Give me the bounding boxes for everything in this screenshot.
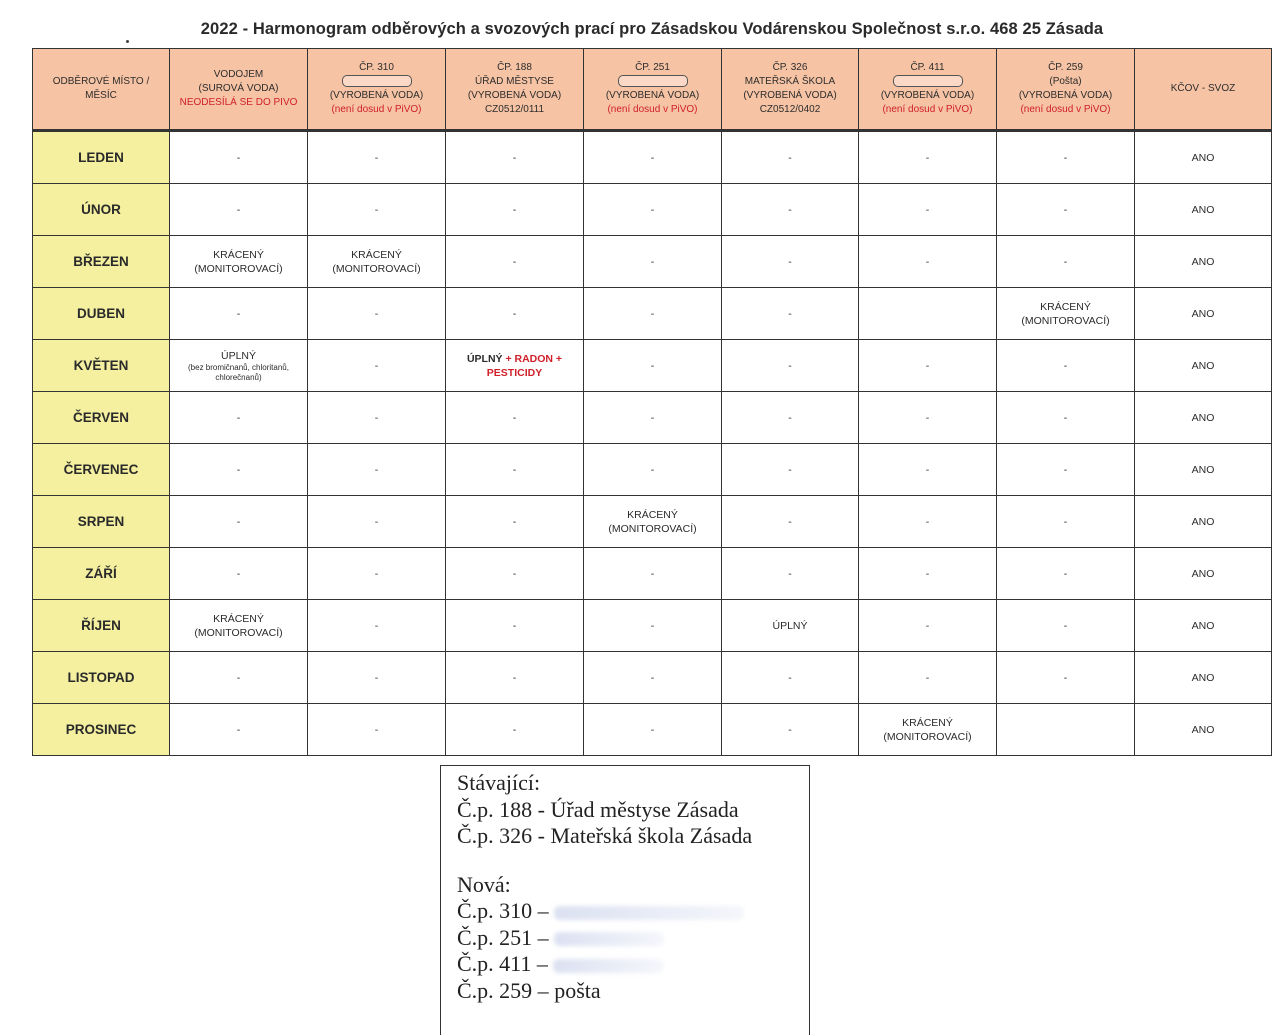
schedule-cell: ANO <box>1135 704 1272 756</box>
table-row <box>33 444 1272 496</box>
legend-box <box>440 765 810 1035</box>
schedule-cell: ANO <box>1135 600 1272 652</box>
table-row <box>33 392 1272 444</box>
schedule-cell: - <box>170 548 308 600</box>
month-cell: ZÁŘÍ <box>33 548 170 600</box>
schedule-cell: - <box>308 704 446 756</box>
schedule-cell: ÚPLNÝ (bez bromičnanů, chloritanů, chlorečnanů) <box>170 340 308 392</box>
schedule-cell: ANO <box>1135 392 1272 444</box>
schedule-cell: - <box>308 131 446 184</box>
schedule-cell: - <box>859 652 997 704</box>
header-row <box>33 49 1272 131</box>
schedule-cell: - <box>722 444 859 496</box>
table-row <box>33 496 1272 548</box>
document-title: 2022 - Harmonogram odběrových a svozových prací pro Zásadskou Vodárenskou Společnost s.r.o. 468 25 Zásada <box>200 20 1104 38</box>
column-header: VODOJEM (SUROVÁ VODA) NEODESÍLÁ SE DO PIVO <box>170 49 308 131</box>
column-header: KČOV - SVOZ <box>1135 49 1272 131</box>
schedule-cell: - <box>859 131 997 184</box>
schedule-cell: - <box>308 340 446 392</box>
legend-current-item: Č.p. 188 - Úřad městyse Zásada <box>457 796 739 822</box>
month-cell: PROSINEC <box>33 704 170 756</box>
schedule-cell <box>859 288 997 340</box>
column-header: ODBĚROVÉ MÍSTO / MĚSÍC <box>33 49 170 131</box>
schedule-cell: KRÁCENÝ (MONITOROVACÍ) <box>170 236 308 288</box>
schedule-cell: ANO <box>1135 652 1272 704</box>
column-header: ČP. 259 (Pošta) (VYROBENÁ VODA) (není dosud v PiVO) <box>997 49 1135 131</box>
schedule-cell: - <box>859 392 997 444</box>
schedule-cell: - <box>997 496 1135 548</box>
schedule-cell: ÚPLNÝ <box>722 600 859 652</box>
schedule-cell: - <box>446 496 584 548</box>
column-header: ČP. 251 (VYROBENÁ VODA) (není dosud v PiVO) <box>584 49 722 131</box>
schedule-cell: - <box>446 392 584 444</box>
table-row <box>33 288 1272 340</box>
schedule-table <box>32 48 1272 756</box>
redacted-name <box>554 932 664 946</box>
schedule-cell: - <box>584 131 722 184</box>
schedule-cell: - <box>170 652 308 704</box>
schedule-cell: - <box>859 184 997 236</box>
schedule-cell: ANO <box>1135 548 1272 600</box>
column-header: ČP. 310 (VYROBENÁ VODA) (není dosud v PiVO) <box>308 49 446 131</box>
month-cell: ČERVENEC <box>33 444 170 496</box>
schedule-cell <box>997 704 1135 756</box>
schedule-cell: - <box>308 600 446 652</box>
schedule-cell: - <box>584 704 722 756</box>
schedule-cell: ANO <box>1135 340 1272 392</box>
stray-dot <box>126 40 129 43</box>
schedule-cell: - <box>584 340 722 392</box>
table-row <box>33 600 1272 652</box>
schedule-cell: - <box>722 548 859 600</box>
month-cell: LEDEN <box>33 131 170 184</box>
column-header: ČP. 188 ÚŘAD MĚSTYSE (VYROBENÁ VODA) CZ0512/0111 <box>446 49 584 131</box>
schedule-cell: ANO <box>1135 236 1272 288</box>
legend-new-item: Č.p. 259 – pošta <box>457 977 601 1003</box>
schedule-cell: - <box>722 392 859 444</box>
redacted-name <box>893 75 963 87</box>
schedule-cell: - <box>170 496 308 548</box>
schedule-cell: - <box>584 600 722 652</box>
schedule-cell: - <box>722 652 859 704</box>
schedule-cell: - <box>170 131 308 184</box>
schedule-cell: ANO <box>1135 131 1272 184</box>
schedule-cell: KRÁCENÝ (MONITOROVACÍ) <box>584 496 722 548</box>
schedule-cell: - <box>859 496 997 548</box>
schedule-cell: - <box>308 548 446 600</box>
schedule-cell: - <box>170 288 308 340</box>
schedule-cell: - <box>722 131 859 184</box>
table-row <box>33 184 1272 236</box>
schedule-cell: ANO <box>1135 184 1272 236</box>
schedule-cell: - <box>997 236 1135 288</box>
schedule-cell: - <box>584 288 722 340</box>
column-header: ČP. 411 (VYROBENÁ VODA) (není dosud v PiVO) <box>859 49 997 131</box>
schedule-cell: - <box>997 600 1135 652</box>
schedule-cell: - <box>997 184 1135 236</box>
schedule-cell: - <box>446 548 584 600</box>
legend-new-item: Č.p. 251 – <box>457 925 809 952</box>
month-cell: SRPEN <box>33 496 170 548</box>
table-row <box>33 131 1272 184</box>
schedule-cell: - <box>859 548 997 600</box>
schedule-cell: KRÁCENÝ (MONITOROVACÍ) <box>170 600 308 652</box>
legend-new-heading: Nová: <box>457 871 511 897</box>
schedule-cell: ÚPLNÝ + RADON + PESTICIDY <box>446 340 584 392</box>
schedule-cell: - <box>722 704 859 756</box>
month-cell: KVĚTEN <box>33 340 170 392</box>
schedule-cell: - <box>859 340 997 392</box>
schedule-cell: - <box>584 236 722 288</box>
schedule-cell: - <box>446 236 584 288</box>
month-cell: BŘEZEN <box>33 236 170 288</box>
schedule-cell: - <box>170 392 308 444</box>
schedule-cell: - <box>859 444 997 496</box>
legend-current-heading: Stávající: <box>457 770 541 795</box>
month-cell: ÚNOR <box>33 184 170 236</box>
schedule-cell: - <box>584 652 722 704</box>
schedule-cell: - <box>170 704 308 756</box>
redacted-name <box>553 959 663 973</box>
schedule-cell: - <box>584 444 722 496</box>
schedule-cell: - <box>308 496 446 548</box>
schedule-cell: ANO <box>1135 496 1272 548</box>
schedule-cell: - <box>446 600 584 652</box>
schedule-cell: - <box>584 392 722 444</box>
schedule-cell: - <box>170 444 308 496</box>
schedule-cell: - <box>997 652 1135 704</box>
redacted-name <box>342 75 412 87</box>
schedule-cell: - <box>446 704 584 756</box>
schedule-cell: - <box>997 444 1135 496</box>
schedule-cell: - <box>859 600 997 652</box>
legend-current-item: Č.p. 326 - Mateřská škola Zásada <box>457 823 753 848</box>
table-row <box>33 340 1272 392</box>
table-row <box>33 652 1272 704</box>
table-row <box>33 236 1272 288</box>
schedule-cell: KRÁCENÝ (MONITOROVACÍ) <box>997 288 1135 340</box>
schedule-cell: - <box>584 184 722 236</box>
redacted-name <box>618 75 688 87</box>
month-cell: DUBEN <box>33 288 170 340</box>
redacted-name <box>554 906 744 920</box>
column-header: ČP. 326 MATEŘSKÁ ŠKOLA (VYROBENÁ VODA) CZ0512/0402 <box>722 49 859 131</box>
month-cell: ČERVEN <box>33 392 170 444</box>
schedule-cell: - <box>722 496 859 548</box>
schedule-cell: KRÁCENÝ (MONITOROVACÍ) <box>859 704 997 756</box>
schedule-cell: - <box>997 548 1135 600</box>
schedule-cell: - <box>170 184 308 236</box>
schedule-cell: - <box>446 652 584 704</box>
schedule-cell: - <box>308 392 446 444</box>
schedule-cell: - <box>997 131 1135 184</box>
schedule-cell: - <box>308 184 446 236</box>
month-cell: ŘÍJEN <box>33 600 170 652</box>
schedule-cell: - <box>722 340 859 392</box>
legend-new-item: Č.p. 310 – <box>457 898 809 925</box>
schedule-cell: ANO <box>1135 444 1272 496</box>
schedule-cell: - <box>722 236 859 288</box>
schedule-cell: - <box>446 184 584 236</box>
schedule-cell: - <box>997 340 1135 392</box>
schedule-cell: - <box>859 236 997 288</box>
schedule-cell: - <box>446 131 584 184</box>
legend-new-item: Č.p. 411 – <box>457 951 809 978</box>
schedule-cell: - <box>446 288 584 340</box>
schedule-cell: KRÁCENÝ (MONITOROVACÍ) <box>308 236 446 288</box>
schedule-cell: - <box>584 548 722 600</box>
schedule-cell: - <box>308 444 446 496</box>
schedule-cell: ANO <box>1135 288 1272 340</box>
schedule-cell: - <box>997 392 1135 444</box>
schedule-cell: - <box>308 652 446 704</box>
schedule-cell: - <box>446 444 584 496</box>
table-row <box>33 704 1272 756</box>
table-row <box>33 548 1272 600</box>
month-cell: LISTOPAD <box>33 652 170 704</box>
schedule-cell: - <box>722 184 859 236</box>
schedule-cell: - <box>308 288 446 340</box>
schedule-cell: - <box>722 288 859 340</box>
